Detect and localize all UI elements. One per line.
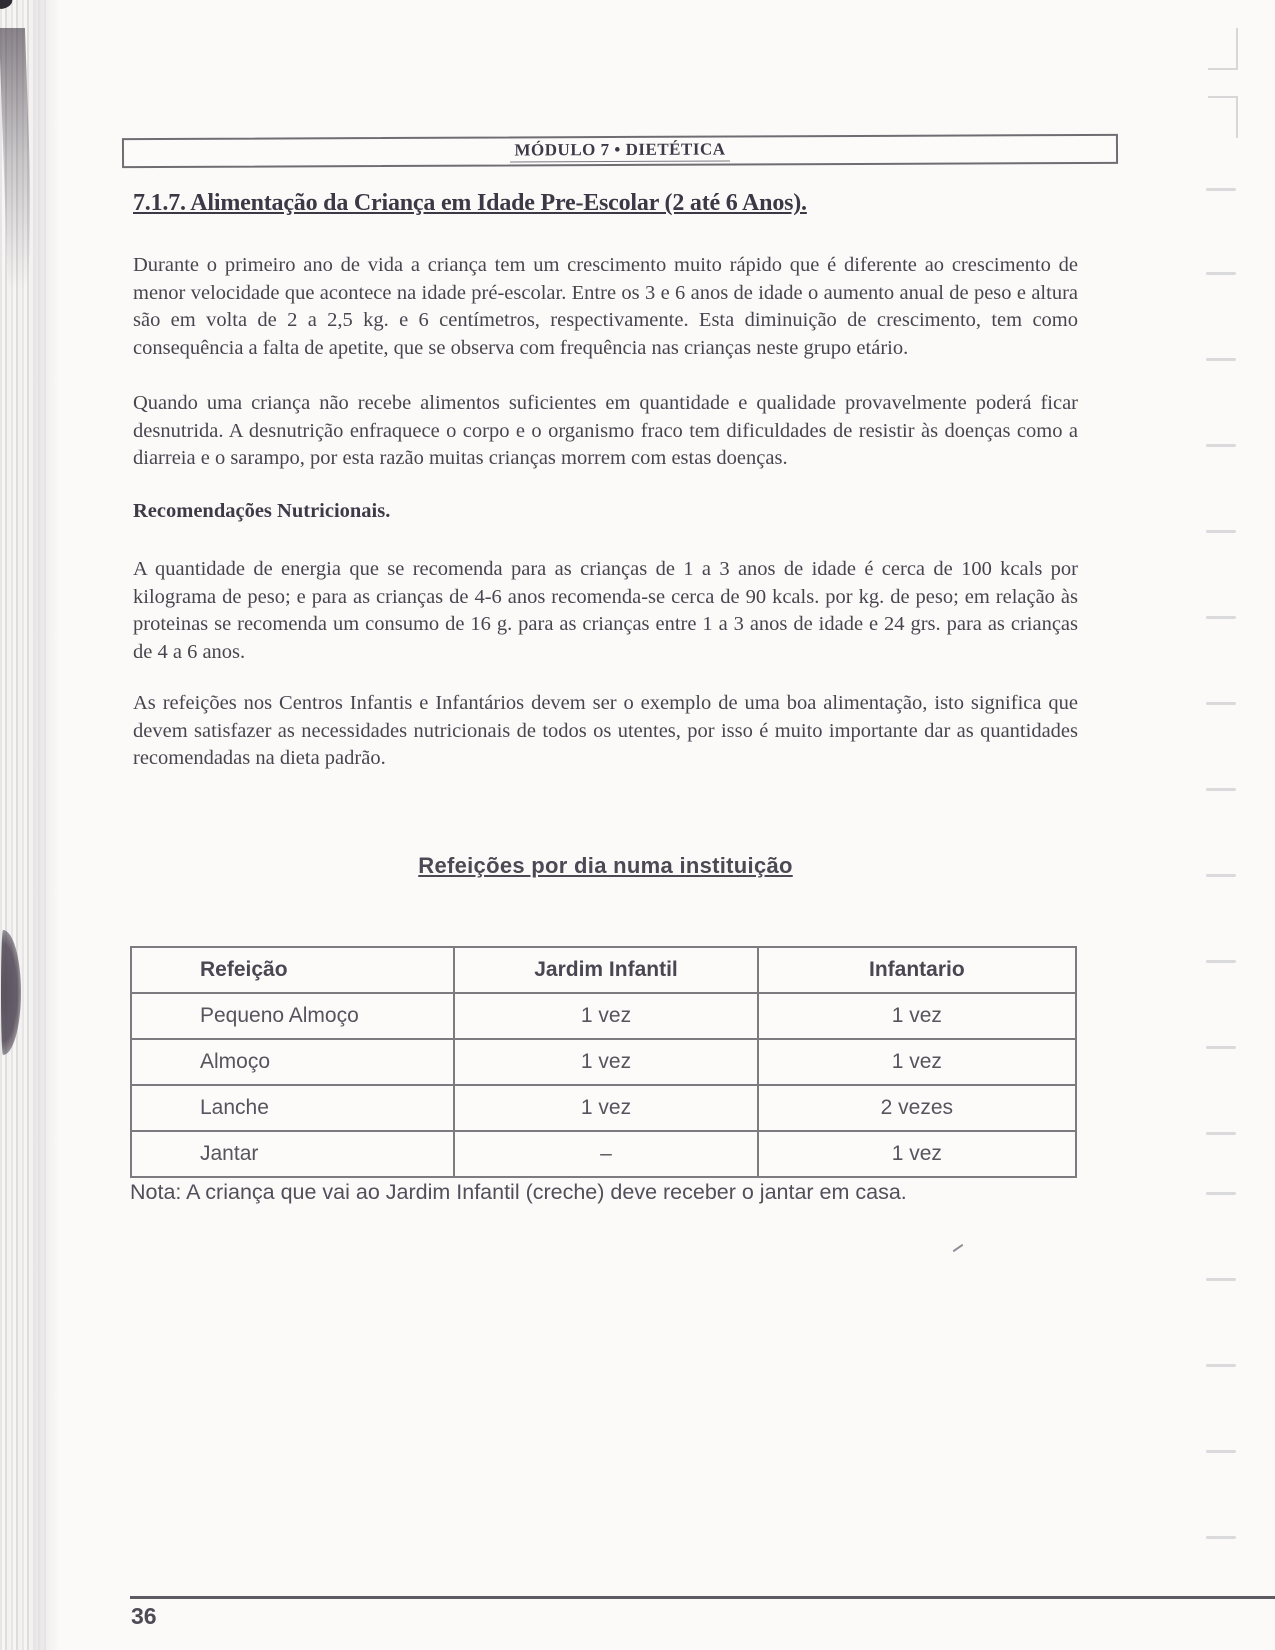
cell-value: 1 vez xyxy=(454,1085,757,1131)
cell-value: 1 vez xyxy=(454,1039,757,1085)
edge-artifact xyxy=(1208,28,1238,70)
cell-value: – xyxy=(454,1131,757,1177)
column-header-jardim-infantil: Jardim Infantil xyxy=(454,947,757,993)
table-header-row xyxy=(131,947,1076,993)
cell-meal-name: Pequeno Almoço xyxy=(131,993,454,1039)
edge-artifact xyxy=(1206,960,1236,963)
cell-meal-name: Almoço xyxy=(131,1039,454,1085)
edge-artifact xyxy=(1206,358,1236,361)
cell-value: 1 vez xyxy=(758,1131,1076,1177)
table-title: Refeições por dia numa instituição xyxy=(418,853,793,878)
module-header-text: MÓDULO 7 • DIETÉTICA xyxy=(510,140,729,163)
edge-artifact xyxy=(1206,1278,1236,1281)
section-title: 7.1.7. Alimentação da Criança em Idade Pre-Escolar (2 até 6 Anos). xyxy=(133,190,807,216)
cell-value: 1 vez xyxy=(454,993,757,1039)
stray-pen-tick xyxy=(953,1244,964,1253)
edge-artifact xyxy=(1206,874,1236,877)
column-header-refeicao: Refeição xyxy=(131,947,454,993)
paragraph-malnutrition: Quando uma criança não recebe alimentos suficientes em quantidade e qualidade provavelmente poderá ficar desnutrida. A desnutrição enfraquece o corpo e o organismo fraco tem dificuldades de resistir às doenças como a diarreia e o sarampo, por esta razão muitas crianças morrem com estas doenças. xyxy=(133,392,1078,470)
cell-meal-name: Jantar xyxy=(131,1131,454,1177)
cell-value: 2 vezes xyxy=(758,1085,1076,1131)
cell-meal-name: Lanche xyxy=(131,1085,454,1131)
paragraph-institution-meals: As refeições nos Centros Infantis e Infantários devem ser o exemplo de uma boa alimentação, isto significa que devem satisfazer as necessidades nutricionais de todos os utentes, por isso é muito importante dar as quantidades recomendadas na dieta padrão. xyxy=(133,692,1078,770)
column-header-infantario: Infantario xyxy=(758,947,1076,993)
edge-artifact xyxy=(1208,96,1238,138)
table-row xyxy=(131,993,1076,1039)
edge-artifact xyxy=(1206,530,1236,533)
cell-value: 1 vez xyxy=(758,1039,1076,1085)
edge-artifact xyxy=(1206,702,1236,705)
edge-artifact xyxy=(1206,616,1236,619)
meals-per-day-table xyxy=(130,946,1077,1178)
edge-artifact xyxy=(1206,188,1236,191)
paragraph-growth: Durante o primeiro ano de vida a criança tem um crescimento muito rápido que é diferente ao crescimento de menor velocidade que acontece na idade pré-escolar. Entre os 3 e 6 anos de idade o aumento anual de peso e altura são em volta de 2 a 2,5 kg. e 6 centímetros, respectivamente. Esta diminuição de crescimento, tem como consequência a falta de apetite, que se observa com frequência nas crianças neste grupo etário. xyxy=(133,254,1078,359)
edge-artifact xyxy=(1206,1364,1236,1367)
page-number: 36 xyxy=(131,1603,157,1629)
footer-rule xyxy=(130,1596,1275,1599)
edge-artifact xyxy=(1206,444,1236,447)
edge-artifact xyxy=(1206,788,1236,791)
paragraph-energy-needs: A quantidade de energia que se recomenda para as crianças de 1 a 3 anos de idade é cerca de 100 kcals por kilograma de peso; e para as crianças de 4-6 anos recomenda-se cerca de 90 kcals. por kg. de peso; em relação às proteinas se recomenda um consumo de 16 g. para as crianças entre 1 a 3 anos de idade e 24 grs. para as crianças de 4 a 6 anos. xyxy=(133,558,1078,663)
edge-artifact xyxy=(1206,1046,1236,1049)
module-header-box xyxy=(122,134,1118,168)
edge-artifact xyxy=(1206,1536,1236,1539)
cell-value: 1 vez xyxy=(758,993,1076,1039)
spine-fade xyxy=(34,0,60,1650)
note-text: Nota: A criança que vai ao Jardim Infantil (creche) deve receber o jantar em casa. xyxy=(130,1180,907,1204)
table-row xyxy=(131,1039,1076,1085)
subheading-nutritional-recommendations: Recomendações Nutricionais. xyxy=(133,500,391,522)
edge-artifact xyxy=(1206,272,1236,275)
edge-artifact xyxy=(1206,1192,1236,1195)
edge-artifact xyxy=(1206,1450,1236,1453)
table-row xyxy=(131,1131,1076,1177)
table-row xyxy=(131,1085,1076,1131)
edge-artifact xyxy=(1206,1132,1236,1135)
